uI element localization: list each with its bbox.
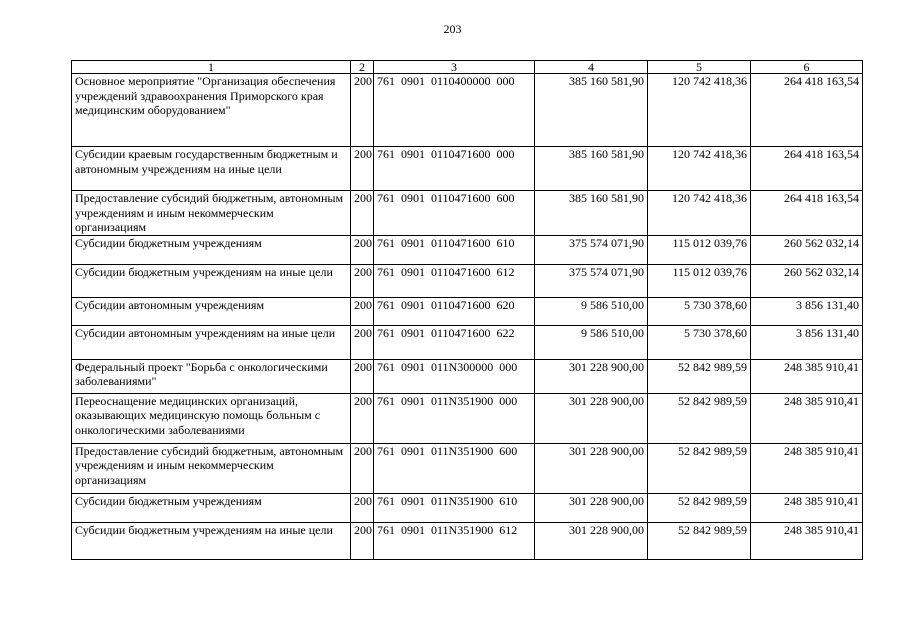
row-value-6-cell: 248 385 910,41 [751,443,863,493]
table-row [72,443,863,493]
table-row [72,264,863,297]
row-value-4-cell: 375 574 071,90 [535,264,648,297]
row-name-cell: Предоставление субсидий бюджетным, автономным учреждениям и иным некоммерческим организациям [72,443,351,493]
row-name-cell: Субсидии краевым государственным бюджетным и автономным учреждениям на иные цели [72,147,351,191]
row-col2-cell: 200 [351,235,374,264]
row-code-cell: 761 0901 0110471600 600 [374,191,535,236]
row-value-4-cell: 301 228 900,00 [535,493,648,522]
table-header-row [72,61,863,74]
page-number: 203 [443,22,462,36]
row-value-6-cell: 260 562 032,14 [751,235,863,264]
row-value-4-cell: 301 228 900,00 [535,522,648,559]
row-col2-cell: 200 [351,493,374,522]
row-name-cell: Субсидии автономным учреждениям [72,297,351,325]
row-name-cell: Субсидии бюджетным учреждениям [72,235,351,264]
header-cell-4: 4 [535,61,648,74]
row-value-4-cell: 9 586 510,00 [535,297,648,325]
row-value-5-cell: 52 842 989,59 [648,493,751,522]
row-name-cell: Федеральный проект "Борьба с онкологическими заболеваниями" [72,359,351,393]
row-value-4-cell: 375 574 071,90 [535,235,648,264]
header-cell-5: 5 [648,61,751,74]
row-col2-cell: 200 [351,147,374,191]
row-code-cell: 761 0901 011N300000 000 [374,359,535,393]
row-value-6-cell: 264 418 163,54 [751,147,863,191]
row-code-cell: 761 0901 0110471600 620 [374,297,535,325]
row-value-4-cell: 301 228 900,00 [535,359,648,393]
row-col2-cell: 200 [351,74,374,147]
header-cell-3: 3 [374,61,535,74]
table-row [72,493,863,522]
row-value-5-cell: 52 842 989,59 [648,443,751,493]
row-value-5-cell: 120 742 418,36 [648,147,751,191]
row-value-5-cell: 120 742 418,36 [648,74,751,147]
header-cell-1: 1 [72,61,351,74]
row-code-cell: 761 0901 0110471600 612 [374,264,535,297]
row-value-5-cell: 52 842 989,59 [648,393,751,443]
row-value-4-cell: 385 160 581,90 [535,74,648,147]
header-cell-6: 6 [751,61,863,74]
row-value-6-cell: 3 856 131,40 [751,325,863,359]
row-value-5-cell: 120 742 418,36 [648,191,751,236]
budget-table [71,60,863,560]
row-col2-cell: 200 [351,443,374,493]
row-name-cell: Переоснащение медицинских организаций, оказывающих медицинскую помощь больным с онкологическими заболеваниями [72,393,351,443]
row-col2-cell: 200 [351,297,374,325]
row-value-4-cell: 385 160 581,90 [535,191,648,236]
table-row [72,74,863,147]
row-code-cell: 761 0901 0110471600 000 [374,147,535,191]
row-col2-cell: 200 [351,264,374,297]
table-row [72,147,863,191]
row-code-cell: 761 0901 011N351900 612 [374,522,535,559]
row-value-5-cell: 52 842 989,59 [648,359,751,393]
row-col2-cell: 200 [351,522,374,559]
row-code-cell: 761 0901 011N351900 610 [374,493,535,522]
row-value-5-cell: 115 012 039,76 [648,264,751,297]
row-value-6-cell: 248 385 910,41 [751,522,863,559]
row-value-6-cell: 248 385 910,41 [751,393,863,443]
row-value-6-cell: 248 385 910,41 [751,359,863,393]
row-value-4-cell: 301 228 900,00 [535,393,648,443]
row-name-cell: Субсидии автономным учреждениям на иные цели [72,325,351,359]
row-col2-cell: 200 [351,359,374,393]
row-value-5-cell: 52 842 989,59 [648,522,751,559]
row-col2-cell: 200 [351,325,374,359]
row-value-6-cell: 260 562 032,14 [751,264,863,297]
table-row [72,393,863,443]
row-name-cell: Субсидии бюджетным учреждениям на иные цели [72,522,351,559]
row-value-4-cell: 9 586 510,00 [535,325,648,359]
row-name-cell: Предоставление субсидий бюджетным, автономным учреждениям и иным некоммерческим организациям [72,191,351,236]
row-value-4-cell: 385 160 581,90 [535,147,648,191]
row-col2-cell: 200 [351,393,374,443]
row-value-5-cell: 115 012 039,76 [648,235,751,264]
row-code-cell: 761 0901 0110400000 000 [374,74,535,147]
row-code-cell: 761 0901 011N351900 600 [374,443,535,493]
row-value-6-cell: 248 385 910,41 [751,493,863,522]
table-row [72,359,863,393]
row-name-cell: Субсидии бюджетным учреждениям на иные цели [72,264,351,297]
row-code-cell: 761 0901 011N351900 000 [374,393,535,443]
table-row [72,297,863,325]
row-value-5-cell: 5 730 378,60 [648,297,751,325]
header-cell-2: 2 [351,61,374,74]
table-row [72,191,863,236]
table-row [72,522,863,559]
table-row [72,325,863,359]
row-value-5-cell: 5 730 378,60 [648,325,751,359]
row-code-cell: 761 0901 0110471600 610 [374,235,535,264]
row-value-6-cell: 264 418 163,54 [751,74,863,147]
row-value-6-cell: 3 856 131,40 [751,297,863,325]
table-row [72,235,863,264]
row-name-cell: Субсидии бюджетным учреждениям [72,493,351,522]
row-value-4-cell: 301 228 900,00 [535,443,648,493]
row-name-cell: Основное мероприятие "Организация обеспечения учреждений здравоохранения Приморского края медицинским оборудованием" [72,74,351,147]
row-col2-cell: 200 [351,191,374,236]
row-code-cell: 761 0901 0110471600 622 [374,325,535,359]
row-value-6-cell: 264 418 163,54 [751,191,863,236]
